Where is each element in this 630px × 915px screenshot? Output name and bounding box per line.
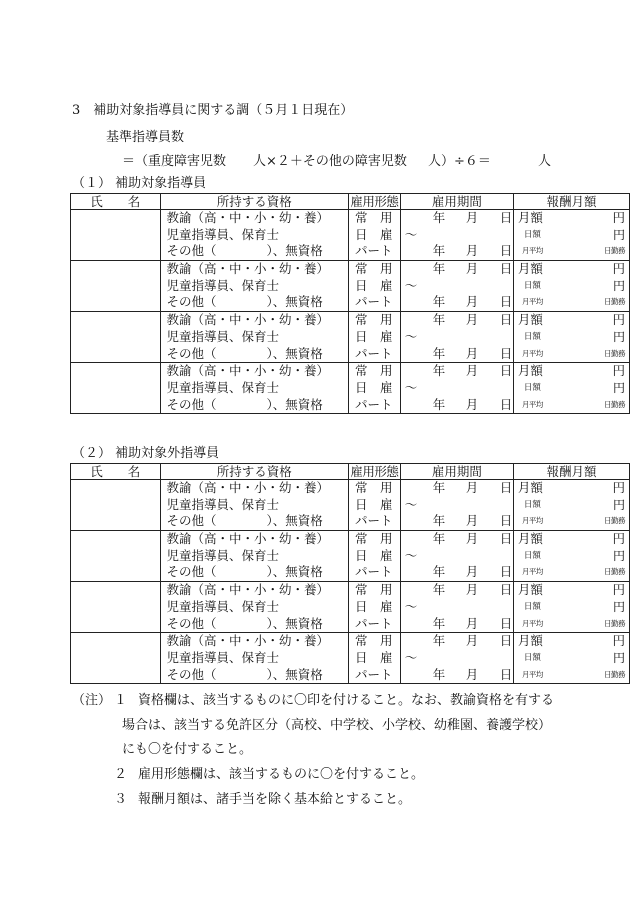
period-cell[interactable] xyxy=(400,582,513,633)
qualification-cell[interactable] xyxy=(160,261,348,312)
qual-option-other[interactable]: その他（ ）、無資格 xyxy=(166,396,323,412)
end-day-label: 日 xyxy=(499,345,513,361)
end-year-label: 年 xyxy=(432,513,446,529)
pay-daily-yen: 円 xyxy=(612,278,625,293)
qual-option-other[interactable]: その他（ ）、無資格 xyxy=(166,513,323,529)
qual-option-other[interactable]: その他（ ）、無資格 xyxy=(166,564,323,580)
table-row xyxy=(71,312,630,363)
header-name: 氏 名 xyxy=(71,194,161,210)
qual-option-instructor[interactable]: 児童指導員、保育士 xyxy=(166,277,280,293)
qual-option-instructor[interactable]: 児童指導員、保育士 xyxy=(166,547,280,563)
pay-monthly xyxy=(514,312,629,329)
qualification-cell[interactable] xyxy=(160,210,348,261)
period-cell[interactable] xyxy=(400,531,513,582)
period-end xyxy=(401,346,513,363)
pay-workdays-label: 日勤務 xyxy=(604,399,625,409)
pay-monthly-yen: 円 xyxy=(612,210,625,225)
period-cell[interactable] xyxy=(400,312,513,363)
qual-option-teacher[interactable]: 教諭（高・中・小・幼・養） xyxy=(166,531,330,547)
end-year-label: 年 xyxy=(432,396,446,412)
period-start xyxy=(401,633,513,650)
end-month-label: 月 xyxy=(465,396,479,412)
header-period: 雇用期間 xyxy=(400,464,513,480)
note1-line2: 場合は、該当する免許区分（高校、中学校、小学校、幼稚園、養護学校） xyxy=(122,718,552,733)
qual-option-instructor[interactable]: 児童指導員、保育士 xyxy=(166,226,280,242)
pay-cell[interactable] xyxy=(513,210,629,261)
form-option-daily[interactable]: 日 雇 xyxy=(354,328,393,344)
period-end xyxy=(401,294,513,311)
name-cell[interactable] xyxy=(71,633,161,684)
pay-monthly-label: 月額 xyxy=(517,480,543,495)
pay-daily-yen: 円 xyxy=(612,650,625,665)
start-day-label: 日 xyxy=(499,531,513,547)
name-cell[interactable] xyxy=(71,480,161,531)
end-month-label: 月 xyxy=(465,564,479,580)
pay-monthly-yen: 円 xyxy=(612,363,625,379)
form-option-daily[interactable]: 日 雇 xyxy=(354,598,393,614)
period-separator xyxy=(401,497,513,514)
period-end xyxy=(401,564,513,581)
qual-option-instructor[interactable]: 児童指導員、保育士 xyxy=(166,598,280,614)
pay-workdays-label: 日勤務 xyxy=(604,297,625,307)
qual-option-teacher[interactable]: 教諭（高・中・小・幼・養） xyxy=(166,312,330,328)
qualification-cell[interactable] xyxy=(160,633,348,684)
qual-option-teacher[interactable]: 教諭（高・中・小・幼・養） xyxy=(166,210,330,225)
pay-daily xyxy=(514,650,629,667)
table2-caption: （２） 補助対象外指導員 xyxy=(72,446,220,461)
pay-average xyxy=(514,513,629,530)
start-month-label: 月 xyxy=(465,480,479,495)
period-start xyxy=(401,210,513,227)
pay-monthly xyxy=(514,363,629,380)
pay-daily-label: 日額 xyxy=(523,229,541,240)
table2-header-row xyxy=(71,464,630,480)
header-pay: 報酬月額 xyxy=(513,464,629,480)
tilde-separator: ～ xyxy=(404,277,418,293)
start-day-label: 日 xyxy=(499,633,513,649)
pay-average-label: 月平均 xyxy=(521,669,543,679)
formula-part1: ＝（重度障害児数 xyxy=(122,154,227,169)
tilde-separator: ～ xyxy=(404,649,418,665)
form-option-regular[interactable]: 常 用 xyxy=(354,363,393,379)
period-end xyxy=(401,513,513,530)
period-start xyxy=(401,363,513,380)
form-option-regular[interactable]: 常 用 xyxy=(354,312,393,328)
table-row xyxy=(71,582,630,633)
form-option-daily[interactable]: 日 雇 xyxy=(354,649,393,665)
end-year-label: 年 xyxy=(432,615,446,631)
pay-daily-yen: 円 xyxy=(612,548,625,563)
period-end xyxy=(401,243,513,260)
name-cell[interactable] xyxy=(71,363,161,414)
pay-average xyxy=(514,294,629,311)
pay-average xyxy=(514,397,629,414)
pay-monthly-label: 月額 xyxy=(517,582,543,598)
period-separator xyxy=(401,329,513,346)
pay-monthly-label: 月額 xyxy=(517,633,543,649)
pay-workdays-label: 日勤務 xyxy=(604,669,625,679)
period-cell[interactable] xyxy=(400,363,513,414)
employment-form-cell[interactable] xyxy=(348,261,400,312)
pay-average-label: 月平均 xyxy=(521,297,543,307)
pay-daily xyxy=(514,548,629,565)
formula-part3: 人）÷６＝ xyxy=(428,154,491,169)
note1-line3: にも〇を付すること。 xyxy=(122,742,253,757)
start-year-label: 年 xyxy=(432,261,446,277)
period-cell[interactable] xyxy=(400,210,513,261)
table-row xyxy=(71,633,630,684)
pay-workdays-label: 日勤務 xyxy=(604,567,625,577)
pay-monthly xyxy=(514,531,629,548)
qualification-cell[interactable] xyxy=(160,582,348,633)
pay-daily-label: 日額 xyxy=(523,280,541,291)
qualification-cell[interactable] xyxy=(160,531,348,582)
pay-daily xyxy=(514,227,629,244)
formula-part2: 人×２＋その他の障害児数 xyxy=(253,154,407,169)
form-option-part[interactable]: パート xyxy=(354,615,393,631)
pay-daily-yen: 円 xyxy=(612,380,625,395)
end-year-label: 年 xyxy=(432,666,446,682)
period-start xyxy=(401,261,513,278)
pay-monthly-label: 月額 xyxy=(517,312,543,328)
name-cell[interactable] xyxy=(71,261,161,312)
start-month-label: 月 xyxy=(465,633,479,649)
pay-workdays-label: 日勤務 xyxy=(604,246,625,256)
end-day-label: 日 xyxy=(499,294,513,310)
form-option-regular[interactable]: 常 用 xyxy=(354,633,393,649)
form-option-part[interactable]: パート xyxy=(354,243,393,259)
qualification-cell[interactable] xyxy=(160,363,348,414)
qual-option-other[interactable]: その他（ ）、無資格 xyxy=(166,243,323,259)
qual-option-instructor[interactable]: 児童指導員、保育士 xyxy=(166,379,280,395)
period-start xyxy=(401,312,513,329)
start-month-label: 月 xyxy=(465,363,479,379)
form-option-regular[interactable]: 常 用 xyxy=(354,531,393,547)
start-month-label: 月 xyxy=(465,582,479,598)
pay-monthly-label: 月額 xyxy=(517,363,543,379)
pay-cell[interactable] xyxy=(513,531,629,582)
header-employment-form: 雇用形態 xyxy=(350,464,399,479)
tilde-separator: ～ xyxy=(404,328,418,344)
employment-form-cell[interactable] xyxy=(348,363,400,414)
header-qualification: 所持する資格 xyxy=(160,464,348,480)
pay-daily xyxy=(514,599,629,616)
note1-number: １ xyxy=(114,693,128,708)
form-option-regular[interactable]: 常 用 xyxy=(354,582,393,598)
period-separator xyxy=(401,227,513,244)
tilde-separator: ～ xyxy=(404,547,418,563)
notes-label: （注） xyxy=(72,693,112,708)
end-month-label: 月 xyxy=(465,513,479,529)
start-month-label: 月 xyxy=(465,531,479,547)
pay-average xyxy=(514,616,629,633)
pay-cell[interactable] xyxy=(513,633,629,684)
name-cell[interactable] xyxy=(71,312,161,363)
end-year-label: 年 xyxy=(432,294,446,310)
pay-daily xyxy=(514,380,629,397)
end-day-label: 日 xyxy=(499,666,513,682)
pay-cell[interactable] xyxy=(513,312,629,363)
pay-cell[interactable] xyxy=(513,363,629,414)
qual-option-other[interactable]: その他（ ）、無資格 xyxy=(166,294,323,310)
start-day-label: 日 xyxy=(499,261,513,277)
pay-average xyxy=(514,564,629,581)
period-separator xyxy=(401,650,513,667)
period-separator xyxy=(401,278,513,295)
qualification-cell[interactable] xyxy=(160,312,348,363)
pay-daily xyxy=(514,497,629,514)
end-day-label: 日 xyxy=(499,396,513,412)
pay-average-label: 月平均 xyxy=(521,618,543,628)
header-period: 雇用期間 xyxy=(400,194,513,210)
end-month-label: 月 xyxy=(465,243,479,259)
section-title: 3 補助対象指導員に関する調（５月１日現在） xyxy=(72,103,354,118)
form-option-part[interactable]: パート xyxy=(354,345,393,361)
pay-monthly-yen: 円 xyxy=(612,633,625,649)
qualification-cell[interactable] xyxy=(160,480,348,531)
start-day-label: 日 xyxy=(499,312,513,328)
end-month-label: 月 xyxy=(465,294,479,310)
start-year-label: 年 xyxy=(432,480,446,495)
start-year-label: 年 xyxy=(432,531,446,547)
pay-daily-label: 日額 xyxy=(523,550,541,561)
pay-monthly-yen: 円 xyxy=(612,480,625,495)
tilde-separator: ～ xyxy=(404,226,418,242)
period-end xyxy=(401,397,513,414)
form-option-daily[interactable]: 日 雇 xyxy=(354,547,393,563)
header-qualification: 所持する資格 xyxy=(160,194,348,210)
table-row xyxy=(71,210,630,261)
period-separator xyxy=(401,380,513,397)
start-month-label: 月 xyxy=(465,312,479,328)
pay-monthly xyxy=(514,633,629,650)
pay-average-label: 月平均 xyxy=(521,516,543,526)
form-option-daily[interactable]: 日 雇 xyxy=(354,277,393,293)
note3-text: 報酬月額は、諸手当を除く基本給とすること。 xyxy=(138,792,412,807)
period-end xyxy=(401,667,513,684)
pay-monthly-yen: 円 xyxy=(612,531,625,547)
pay-workdays-label: 日勤務 xyxy=(604,516,625,526)
form-option-regular[interactable]: 常 用 xyxy=(354,480,393,495)
end-year-label: 年 xyxy=(432,564,446,580)
table1-header-row xyxy=(71,194,630,210)
end-year-label: 年 xyxy=(432,243,446,259)
end-day-label: 日 xyxy=(499,564,513,580)
pay-cell[interactable] xyxy=(513,480,629,531)
pay-daily xyxy=(514,278,629,295)
period-start xyxy=(401,480,513,497)
table2-unsupported-instructors xyxy=(70,463,630,684)
pay-workdays-label: 日勤務 xyxy=(604,348,625,358)
qual-option-instructor[interactable]: 児童指導員、保育士 xyxy=(166,328,280,344)
pay-average-label: 月平均 xyxy=(521,246,543,256)
form-option-regular[interactable]: 常 用 xyxy=(354,261,393,277)
note3-number: ３ xyxy=(114,792,128,807)
qual-option-other[interactable]: その他（ ）、無資格 xyxy=(166,615,323,631)
period-separator xyxy=(401,599,513,616)
tilde-separator: ～ xyxy=(404,496,418,512)
start-year-label: 年 xyxy=(432,582,446,598)
pay-daily-label: 日額 xyxy=(523,382,541,393)
pay-daily-yen: 円 xyxy=(612,497,625,512)
pay-average xyxy=(514,243,629,260)
qual-option-other[interactable]: その他（ ）、無資格 xyxy=(166,345,323,361)
pay-cell[interactable] xyxy=(513,261,629,312)
pay-monthly-label: 月額 xyxy=(517,531,543,547)
pay-daily-yen: 円 xyxy=(612,599,625,614)
pay-monthly-label: 月額 xyxy=(517,210,543,225)
qual-option-teacher[interactable]: 教諭（高・中・小・幼・養） xyxy=(166,633,330,649)
table1-supported-instructors xyxy=(70,193,630,414)
pay-monthly-yen: 円 xyxy=(612,261,625,277)
start-month-label: 月 xyxy=(465,210,479,225)
end-day-label: 日 xyxy=(499,513,513,529)
period-cell[interactable] xyxy=(400,480,513,531)
employment-form-cell[interactable] xyxy=(348,531,400,582)
name-cell[interactable] xyxy=(71,531,161,582)
name-cell[interactable] xyxy=(71,210,161,261)
qual-option-teacher[interactable]: 教諭（高・中・小・幼・養） xyxy=(166,582,330,598)
header-pay: 報酬月額 xyxy=(513,194,629,210)
start-day-label: 日 xyxy=(499,363,513,379)
start-month-label: 月 xyxy=(465,261,479,277)
employment-form-cell[interactable] xyxy=(348,633,400,684)
period-cell[interactable] xyxy=(400,633,513,684)
form-option-daily[interactable]: 日 雇 xyxy=(354,226,393,242)
period-start xyxy=(401,582,513,599)
pay-cell[interactable] xyxy=(513,582,629,633)
pay-daily xyxy=(514,329,629,346)
qual-option-other[interactable]: その他（ ）、無資格 xyxy=(166,666,323,682)
qual-option-teacher[interactable]: 教諭（高・中・小・幼・養） xyxy=(166,261,330,277)
table-row xyxy=(71,261,630,312)
form-option-daily[interactable]: 日 雇 xyxy=(354,379,393,395)
start-day-label: 日 xyxy=(499,480,513,495)
pay-daily-label: 日額 xyxy=(523,499,541,510)
header-name: 氏 名 xyxy=(71,464,161,480)
form-option-part[interactable]: パート xyxy=(354,666,393,682)
tilde-separator: ～ xyxy=(404,598,418,614)
end-day-label: 日 xyxy=(499,243,513,259)
note2-text: 雇用形態欄は、該当するものに〇を付すること。 xyxy=(138,767,425,782)
pay-monthly-yen: 円 xyxy=(612,582,625,598)
pay-daily-yen: 円 xyxy=(612,329,625,344)
note2-number: ２ xyxy=(114,767,128,782)
start-day-label: 日 xyxy=(499,210,513,225)
period-end xyxy=(401,616,513,633)
table-row xyxy=(71,531,630,582)
pay-daily-yen: 円 xyxy=(612,227,625,242)
pay-daily-label: 日額 xyxy=(523,601,541,612)
end-month-label: 月 xyxy=(465,666,479,682)
end-day-label: 日 xyxy=(499,615,513,631)
end-month-label: 月 xyxy=(465,615,479,631)
pay-monthly xyxy=(514,210,629,227)
form-option-part[interactable]: パート xyxy=(354,396,393,412)
start-year-label: 年 xyxy=(432,363,446,379)
pay-monthly-label: 月額 xyxy=(517,261,543,277)
period-cell[interactable] xyxy=(400,261,513,312)
pay-monthly xyxy=(514,261,629,278)
qual-option-teacher[interactable]: 教諭（高・中・小・幼・養） xyxy=(166,363,330,379)
qual-option-instructor[interactable]: 児童指導員、保育士 xyxy=(166,496,280,512)
table1-caption: （１） 補助対象指導員 xyxy=(72,176,207,191)
name-cell[interactable] xyxy=(71,582,161,633)
note1-line1: 資格欄は、該当するものに〇印を付けること。なお、教諭資格を有する xyxy=(138,693,555,708)
form-option-regular[interactable]: 常 用 xyxy=(354,210,393,225)
pay-monthly-yen: 円 xyxy=(612,312,625,328)
tilde-separator: ～ xyxy=(404,379,418,395)
form-option-daily[interactable]: 日 雇 xyxy=(354,496,393,512)
start-year-label: 年 xyxy=(432,312,446,328)
qual-option-instructor[interactable]: 児童指導員、保育士 xyxy=(166,649,280,665)
pay-average-label: 月平均 xyxy=(521,567,543,577)
employment-form-cell[interactable] xyxy=(348,210,400,261)
start-year-label: 年 xyxy=(432,210,446,225)
pay-monthly xyxy=(514,582,629,599)
pay-monthly xyxy=(514,480,629,497)
formula-part4: 人 xyxy=(538,154,552,169)
start-year-label: 年 xyxy=(432,633,446,649)
form-option-part[interactable]: パート xyxy=(354,513,393,529)
qual-option-teacher[interactable]: 教諭（高・中・小・幼・養） xyxy=(166,480,330,495)
standard-count-label: 基準指導員数 xyxy=(106,130,185,145)
pay-workdays-label: 日勤務 xyxy=(604,618,625,628)
end-year-label: 年 xyxy=(432,345,446,361)
header-employment-form: 雇用形態 xyxy=(350,194,399,209)
end-month-label: 月 xyxy=(465,345,479,361)
table-row xyxy=(71,363,630,414)
start-day-label: 日 xyxy=(499,582,513,598)
form-option-part[interactable]: パート xyxy=(354,294,393,310)
period-separator xyxy=(401,548,513,565)
pay-daily-label: 日額 xyxy=(523,652,541,663)
employment-form-cell[interactable] xyxy=(348,582,400,633)
employment-form-cell[interactable] xyxy=(348,480,400,531)
pay-average xyxy=(514,667,629,684)
employment-form-cell[interactable] xyxy=(348,312,400,363)
form-option-part[interactable]: パート xyxy=(354,564,393,580)
pay-average-label: 月平均 xyxy=(521,399,543,409)
period-start xyxy=(401,531,513,548)
table-row xyxy=(71,480,630,531)
pay-average-label: 月平均 xyxy=(521,348,543,358)
pay-average xyxy=(514,346,629,363)
pay-daily-label: 日額 xyxy=(523,331,541,342)
